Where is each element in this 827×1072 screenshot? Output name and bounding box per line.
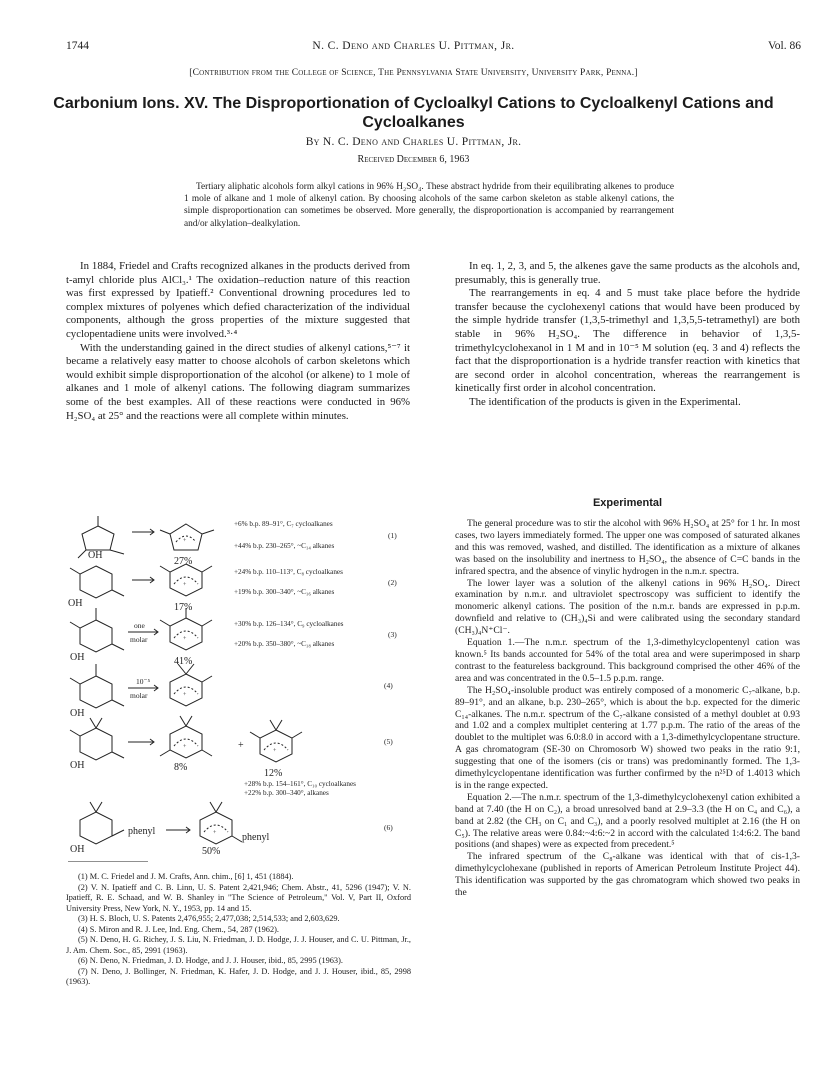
plus-charge: + <box>183 538 187 544</box>
footnote: (6) N. Deno, N. Friedman, J. D. Hodge, and J. J. Houser, ibid., 85, 2995 (1963). <box>78 956 343 965</box>
phenyl-label: phenyl <box>242 832 270 843</box>
yield-eq5: 8% <box>174 762 188 773</box>
plus-charge: + <box>183 744 187 750</box>
arrow-label: 10⁻⁵ <box>136 677 151 686</box>
arrow-sublabel: molar <box>130 635 148 644</box>
trimethylcyclohexanol-structure <box>70 608 124 652</box>
footnote: (5) N. Deno, H. G. Richey, J. S. Liu, N. Friedman, J. D. Hodge, J. J. Houser, and C. U. Pittman, Jr., J. Am. Chem. Soc., 85, 2991 (1963). <box>66 935 411 955</box>
equation-number: (6) <box>384 823 393 832</box>
phenyl-label: phenyl <box>128 826 156 837</box>
plus-charge: + <box>183 692 187 698</box>
paragraph: With the understanding gained in the direct studies of alkenyl cations,⁵⁻⁷ it became a relatively easy matter to choose alcohols of carbon skeletons which would exhibit simple disproportionation of the alcohol (or alkene) to 1 mole of alkanes and 1 mole of alkenyl cations. The following diagram summarizes some of the best examples. All of these reactions were conducted in 96% H₂SO₄ at 25° and the reactions were all complete within minutes. <box>66 341 410 422</box>
product-note: +20% b.p. 350–380°, ~C₁₈ alkanes <box>234 640 335 648</box>
affiliation: [Contribution from the College of Science, The Pennsylvania State University, University Park, Penna.] <box>189 68 638 78</box>
running-title: N. C. Deno and Charles U. Pittman, Jr. <box>312 40 515 52</box>
yield-eq2: 17% <box>174 602 193 613</box>
cation-product-a-structure <box>160 716 212 758</box>
paragraph: Equation 1.—The n.m.r. spectrum of the 1,3-dimethylcyclopentenyl cation was known.⁵ Its bands accounted for 54% of the total area and were superimposed in sharp contrast to the featureless background. This background comprised the other 46% of the area and was concentrated in the 0.5–1.5 p.p.m. range. <box>455 637 800 684</box>
footnote: (4) S. Miron and R. J. Lee, Ind. Eng. Chem., 54, 287 (1962). <box>78 924 279 934</box>
footnotes <box>66 872 411 988</box>
paragraph: The lower layer was a solution of the alkenyl cations in 96% H₂SO₄. Direct examination by n.m.r. and ultraviolet spectroscopy was sufficient to identify the monomeric alkenyl cations. The position of the n.m.r. bands are expressed in p.p.m. downfield and relative to (CH₃)₄Si and were calibrated using the secondary standard (CH₃)₄N⁺Cl⁻. <box>455 577 800 637</box>
footnote: (1) M. C. Friedel and J. M. Crafts, Ann. chim., [6] 1, 451 (1884). <box>78 872 294 881</box>
phenylcyclohexenyl-cation-structure <box>200 802 242 844</box>
received-date: Received December 6, 1963 <box>357 154 470 165</box>
arrow-sublabel: molar <box>130 691 148 700</box>
equation-number: (5) <box>384 737 393 746</box>
footnote: (3) H. S. Bloch, U. S. Patents 2,476,955; 2,477,038; 2,514,533; and 2,603,629. <box>78 914 340 923</box>
product-note: +24% b.p. 110–113°, C₈ cycloalkanes <box>234 568 343 576</box>
paragraph: The infrared spectrum of the C₈-alkane was identical with that of cis-1,3-dimethylcyclohexane (published in reports of American Petroleum Institute Project 44). This identification was supported by the gas chromatogram which showed two peaks in the <box>455 851 800 899</box>
equation-number: (3) <box>388 630 397 639</box>
plus-sign: + <box>238 740 244 751</box>
right-column <box>455 260 800 410</box>
paragraph: In 1884, Friedel and Crafts recognized alkanes in the products derived from t-amyl chloride plus AlCl₃.¹ The oxidation–reduction nature of this reaction was first expressed by Ipatieff.² Conventional drowning procedures led to complex mixtures of polyenes which defied characterization of the individual components, although the gross properties of the mixture suggested that cyclopentadiene units were involved.³·⁴ <box>66 260 410 340</box>
tetramethylcyclohexanol-structure <box>70 718 124 760</box>
oh-label: OH <box>70 844 85 855</box>
arrow-label: one <box>134 621 145 630</box>
oh-label: OH <box>68 598 83 609</box>
product-note: +22% b.p. 300–340°, alkanes <box>244 789 329 797</box>
page-number: 1744 <box>66 40 89 52</box>
footnote: (2) V. N. Ipatieff and C. B. Linn, U. S. Patent 2,421,946; Chem. Abstr., 41, 5296 (1947); V. N. Ipatieff, R. E. Schaad, and W. B. Shanley in "The Science of Petroleum," Vol. V, Part II, Oxford University Press, New York, N. Y., 1953, pp. 14 and 15. <box>66 882 411 913</box>
product-note: +28% b.p. 154–161°, C₁₀ cycloalkanes <box>244 780 356 788</box>
trimethylcyclohexanol-structure <box>70 664 124 708</box>
yield-eq3: 41% <box>174 656 193 667</box>
oh-label: OH <box>88 550 103 561</box>
plus-charge: + <box>183 582 187 588</box>
experimental-section <box>455 518 800 899</box>
authors: By N. C. Deno and Charles U. Pittman, Jr. <box>305 136 522 148</box>
cyclohexenyl-cation-structure <box>160 564 212 596</box>
paragraph: The H₂SO₄-insoluble product was entirely composed of a monomeric C₇-alkane, b.p. 89–91°, and an alkane, b.p. 230–265°, which is about the b.p. expected for the dimeric C₁₄-alkanes. The n.m.r. spectrum of the C₇-alkane consisted of a methyl doublet at 0.93 and 1.02 and a complex multiplet centering at 1.77 p.p.m. The ratio of the areas of the doublet to the multiplet was 6.0:8.0 in accord with a 1,3-dimethylcyclopentane structure. A gas chromatogram (SE-30 on Chromosorb W) showed two peaks in the ratio 9:1, suggesting that one of the isomers (cis or trans) was predominantly formed. The 1,3-dimethylcyclopentane identification was further confirmed by the n²⁵D of 1.4013 which is in the range expected. <box>455 684 800 791</box>
experimental-heading: Experimental <box>592 497 663 509</box>
reaction-scheme <box>66 512 416 862</box>
trimethylcyclohexenyl-cation-structure <box>160 608 212 650</box>
cyclohexanol-structure <box>70 566 124 598</box>
yield-eq5-second: 12% <box>264 768 283 779</box>
paragraph: The rearrangements in eq. 4 and 5 must take place before the hydride transfer because the cyclohexenyl cations that would have been produced by the simple hydride transfer (1,3,5-trimethyl and 1,3,5,5-tetramethyl) are both stable in 96% H₂SO₄. The difference in behavior of 1,3,5-trimethylcyclohexanol in 1 M and in 10⁻⁵ M solution (eq. 3 and 4) reflects the fact that the disproportionation is a hydride transfer reaction with kinetics that are second order in alcohol concentration, whereas the rearrangement is kinetically first order in alcohol concentration. <box>455 287 800 395</box>
yield-eq1: 27% <box>174 556 193 567</box>
oh-label: OH <box>70 760 85 771</box>
abstract: Tertiary aliphatic alcohols form alkyl cations in 96% H₂SO₄. These abstract hydride from their equilibrating alkenes to produce 1 mole of alkane and 1 mole of alkenyl cation. By choosing alcohols of the same carbon skeleton as stable alkenyl cations, the simple disproportionation can sometimes be observed. More generally, the disproportionation is accompanied by rearrangement and/or alkylation–dealkylation. <box>184 182 674 229</box>
product-note: +30% b.p. 126–134°, C₉ cycloalkanes <box>234 620 344 628</box>
paragraph: Equation 2.—The n.m.r. spectrum of the 1,3-dimethylcyclohexenyl cation exhibited a band at 7.40 (the H on C₂), a broad unresolved band at 2.9–3.3 (the H on C₄ and C₆), a band at 2.82 (the CH₃ on C₁ and C₃), and a poorly resolved multiplet at 2.16 (the H on C₅). The relative areas were 0.84:~4:6:~2 in accord with the calculated 1:4:6:2. The band positions (and shapes) were as expected from precedent.⁵ <box>455 791 800 851</box>
paragraph: In eq. 1, 2, 3, and 5, the alkenes gave the same products as the alcohols and, presumably, this is generally true. <box>455 260 800 286</box>
equation-number: (2) <box>388 578 397 587</box>
plus-charge: + <box>183 636 187 642</box>
plus-charge: + <box>213 830 217 836</box>
paper-title: Carbonium Ions. XV. The Disproportionation of Cycloalkyl Cations to Cycloalkenyl Cations and Cycloalkanes <box>53 95 774 131</box>
product-note: +6% b.p. 89–91°, C₇ cycloalkanes <box>234 520 333 528</box>
plus-charge: + <box>273 748 277 754</box>
equation-number: (1) <box>388 531 397 540</box>
cation-product-b-structure <box>250 720 302 762</box>
paragraph: The general procedure was to stir the alcohol with 96% H₂SO₄ at 25° for 1 hr. In most cases, two layers immediately formed. The upper one was composed of saturated alkanes and this was removed, washed, and distilled. The identification as a mixture of alkanes was based on the insolubility and inertness to H₂SO₄, the absence of C=C bands in the infrared spectra, and the absence of vinylic hydrogen in the n.m.r. spectra. <box>455 518 800 577</box>
footnote: (7) N. Deno, J. Bollinger, N. Friedman, K. Hafer, J. D. Hodge, and J. J. Houser, ibid., 85, 2998 (1963). <box>66 966 411 986</box>
left-column <box>66 260 410 423</box>
cyclopentenyl-cation-structure <box>160 524 214 550</box>
product-note: +44% b.p. 230–265°, ~C₁₄ alkanes <box>234 542 335 550</box>
paragraph: The identification of the products is given in the Experimental. <box>469 395 741 408</box>
rearranged-cation-structure <box>170 664 212 706</box>
product-note: +19% b.p. 300–340°, ~C₁₆ alkanes <box>234 588 335 596</box>
oh-label: OH <box>70 708 85 719</box>
phenylcyclohexanol-structure <box>80 802 124 844</box>
equation-number: (4) <box>384 681 393 690</box>
yield-eq6: 50% <box>202 846 221 857</box>
volume-number: Vol. 86 <box>767 40 801 52</box>
oh-label: OH <box>70 652 85 663</box>
